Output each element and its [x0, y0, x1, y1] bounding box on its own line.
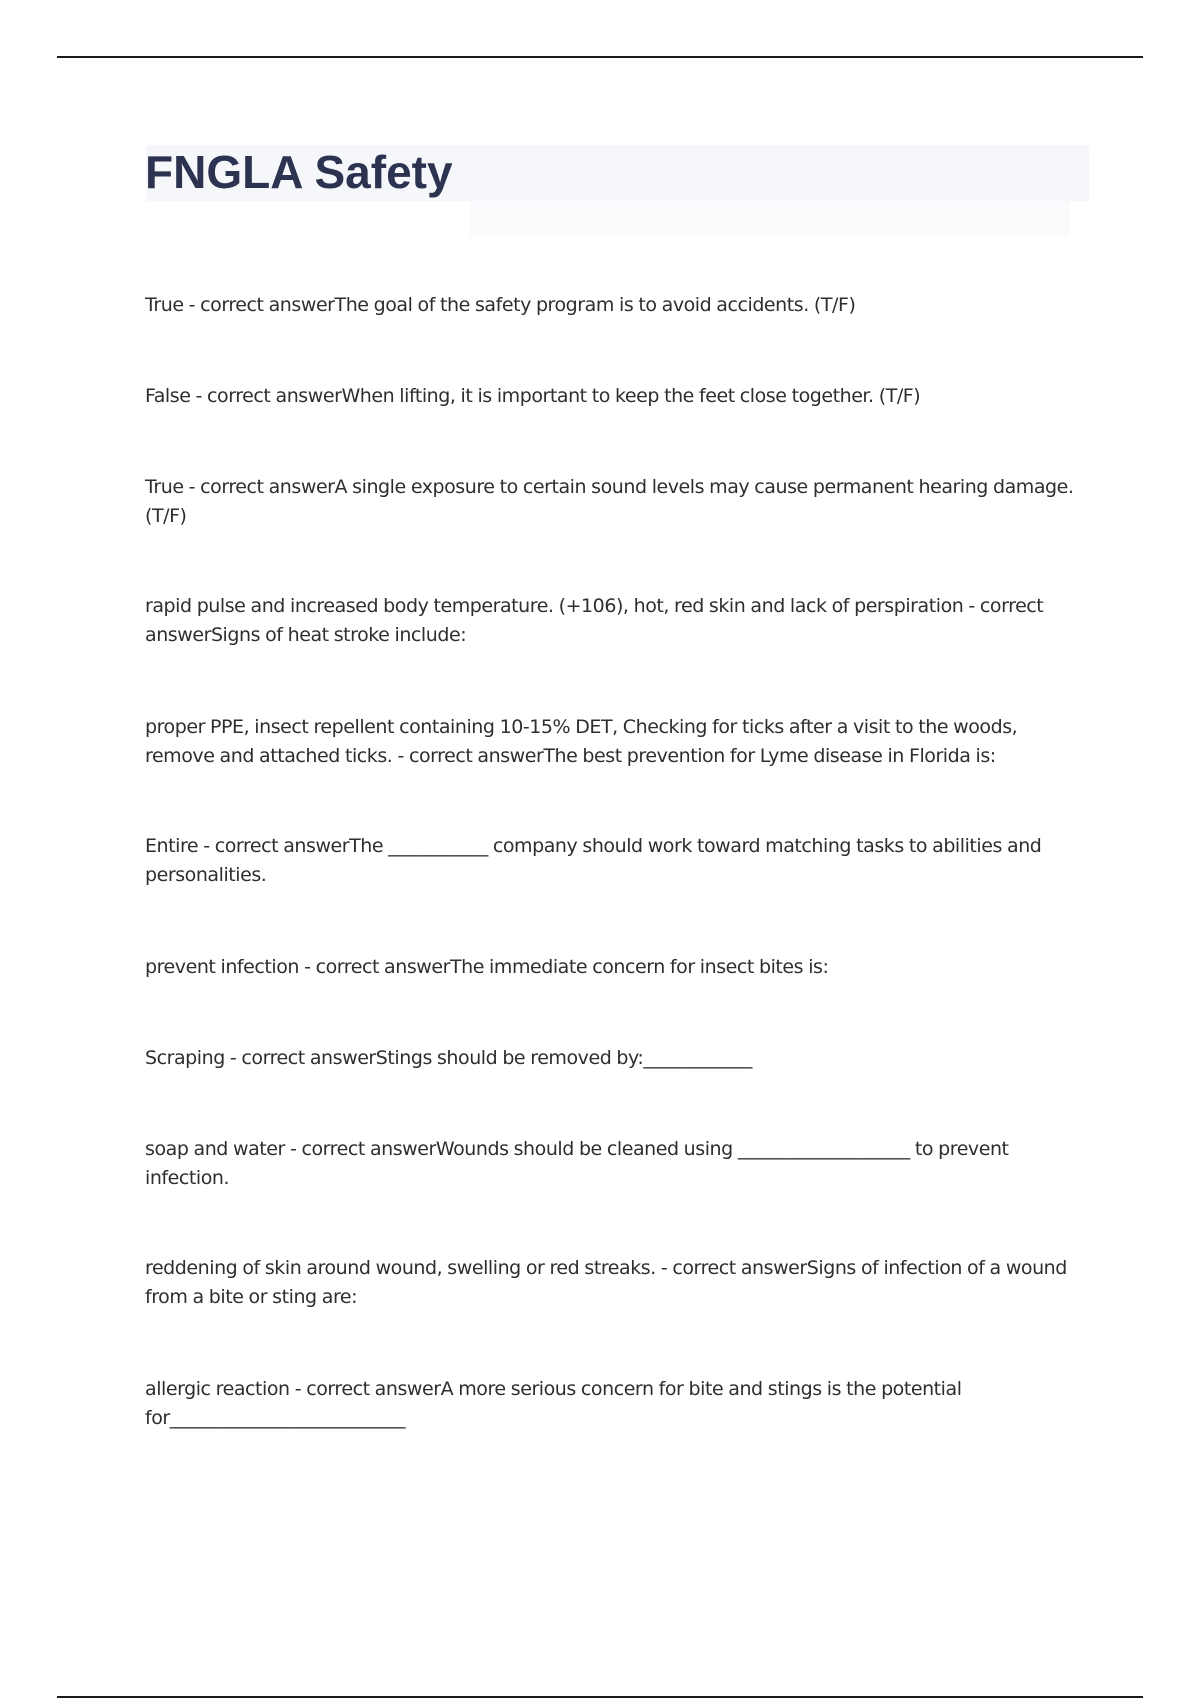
answer-separator: - correct answer — [284, 1138, 436, 1160]
answer-text: False — [145, 385, 191, 407]
flashcard-item — [145, 953, 1090, 982]
question-text: Signs of infection of a wound from a bite or sting are: — [145, 1257, 1067, 1308]
flashcard-item — [145, 473, 1090, 531]
answer-text: Entire — [145, 835, 199, 857]
answer-text: rapid pulse and increased body temperature. (+106), hot, red skin and lack of perspiration — [145, 595, 964, 617]
answer-text: allergic reaction — [145, 1378, 290, 1400]
question-text: A single exposure to certain sound levels may cause permanent hearing damage. (T/F) — [145, 476, 1074, 527]
answer-separator: - correct answer — [392, 745, 544, 767]
flashcard-item — [145, 713, 1090, 771]
answer-separator: - correct answer — [224, 1047, 376, 1069]
question-text: The ___________ company should work toward matching tasks to abilities and personalities. — [145, 835, 1042, 886]
title-shadow — [470, 201, 1070, 237]
answer-separator: - correct answer — [183, 294, 335, 316]
bottom-rule — [57, 1696, 1143, 1698]
top-rule — [57, 56, 1143, 58]
question-text: The immediate concern for insect bites is: — [449, 956, 829, 978]
flashcard-item — [145, 1254, 1090, 1312]
answer-text: reddening of skin around wound, swelling or red streaks. — [145, 1257, 656, 1279]
question-text: When lifting, it is important to keep the feet close together. (T/F) — [341, 385, 921, 407]
answer-text: soap and water — [145, 1138, 285, 1160]
flashcard-item — [145, 592, 1090, 650]
question-text: Stings should be removed by:____________ — [375, 1047, 752, 1069]
answer-separator: - correct answer — [198, 835, 350, 857]
flashcard-item — [145, 291, 1090, 320]
question-text: The goal of the safety program is to avoid accidents. (T/F) — [334, 294, 856, 316]
flashcard-item — [145, 382, 1090, 411]
answer-text: Scraping — [145, 1047, 225, 1069]
answer-text: proper PPE, insect repellent containing 10-15% DET, Checking for ticks after a visit to the woods, remove and attached ticks. — [145, 716, 1018, 767]
page-title: FNGLA Safety — [145, 146, 453, 198]
answer-separator: - correct answer — [190, 385, 342, 407]
answer-separator: - correct answer — [299, 956, 450, 978]
answer-text: True — [145, 294, 184, 316]
question-text: The best prevention for Lyme disease in Florida is: — [543, 745, 996, 767]
flashcard-item — [145, 1135, 1090, 1193]
answer-separator: - correct answer — [183, 476, 335, 498]
answer-separator: - correct answer — [145, 595, 1044, 646]
question-text: A more serious concern for bite and stings is the potential for__________________________ — [145, 1378, 962, 1429]
answer-text: prevent infection — [145, 956, 299, 978]
answer-separator: - correct answer — [289, 1378, 441, 1400]
answer-text: True — [145, 476, 184, 498]
question-text: Wounds should be cleaned using ___________________ to prevent infection. — [145, 1138, 1009, 1189]
question-text: Signs of heat stroke include: — [210, 624, 467, 646]
answer-separator: - correct answer — [655, 1257, 807, 1279]
flashcard-item — [145, 832, 1090, 890]
flashcard-item — [145, 1044, 1090, 1073]
flashcard-item — [145, 1375, 975, 1433]
